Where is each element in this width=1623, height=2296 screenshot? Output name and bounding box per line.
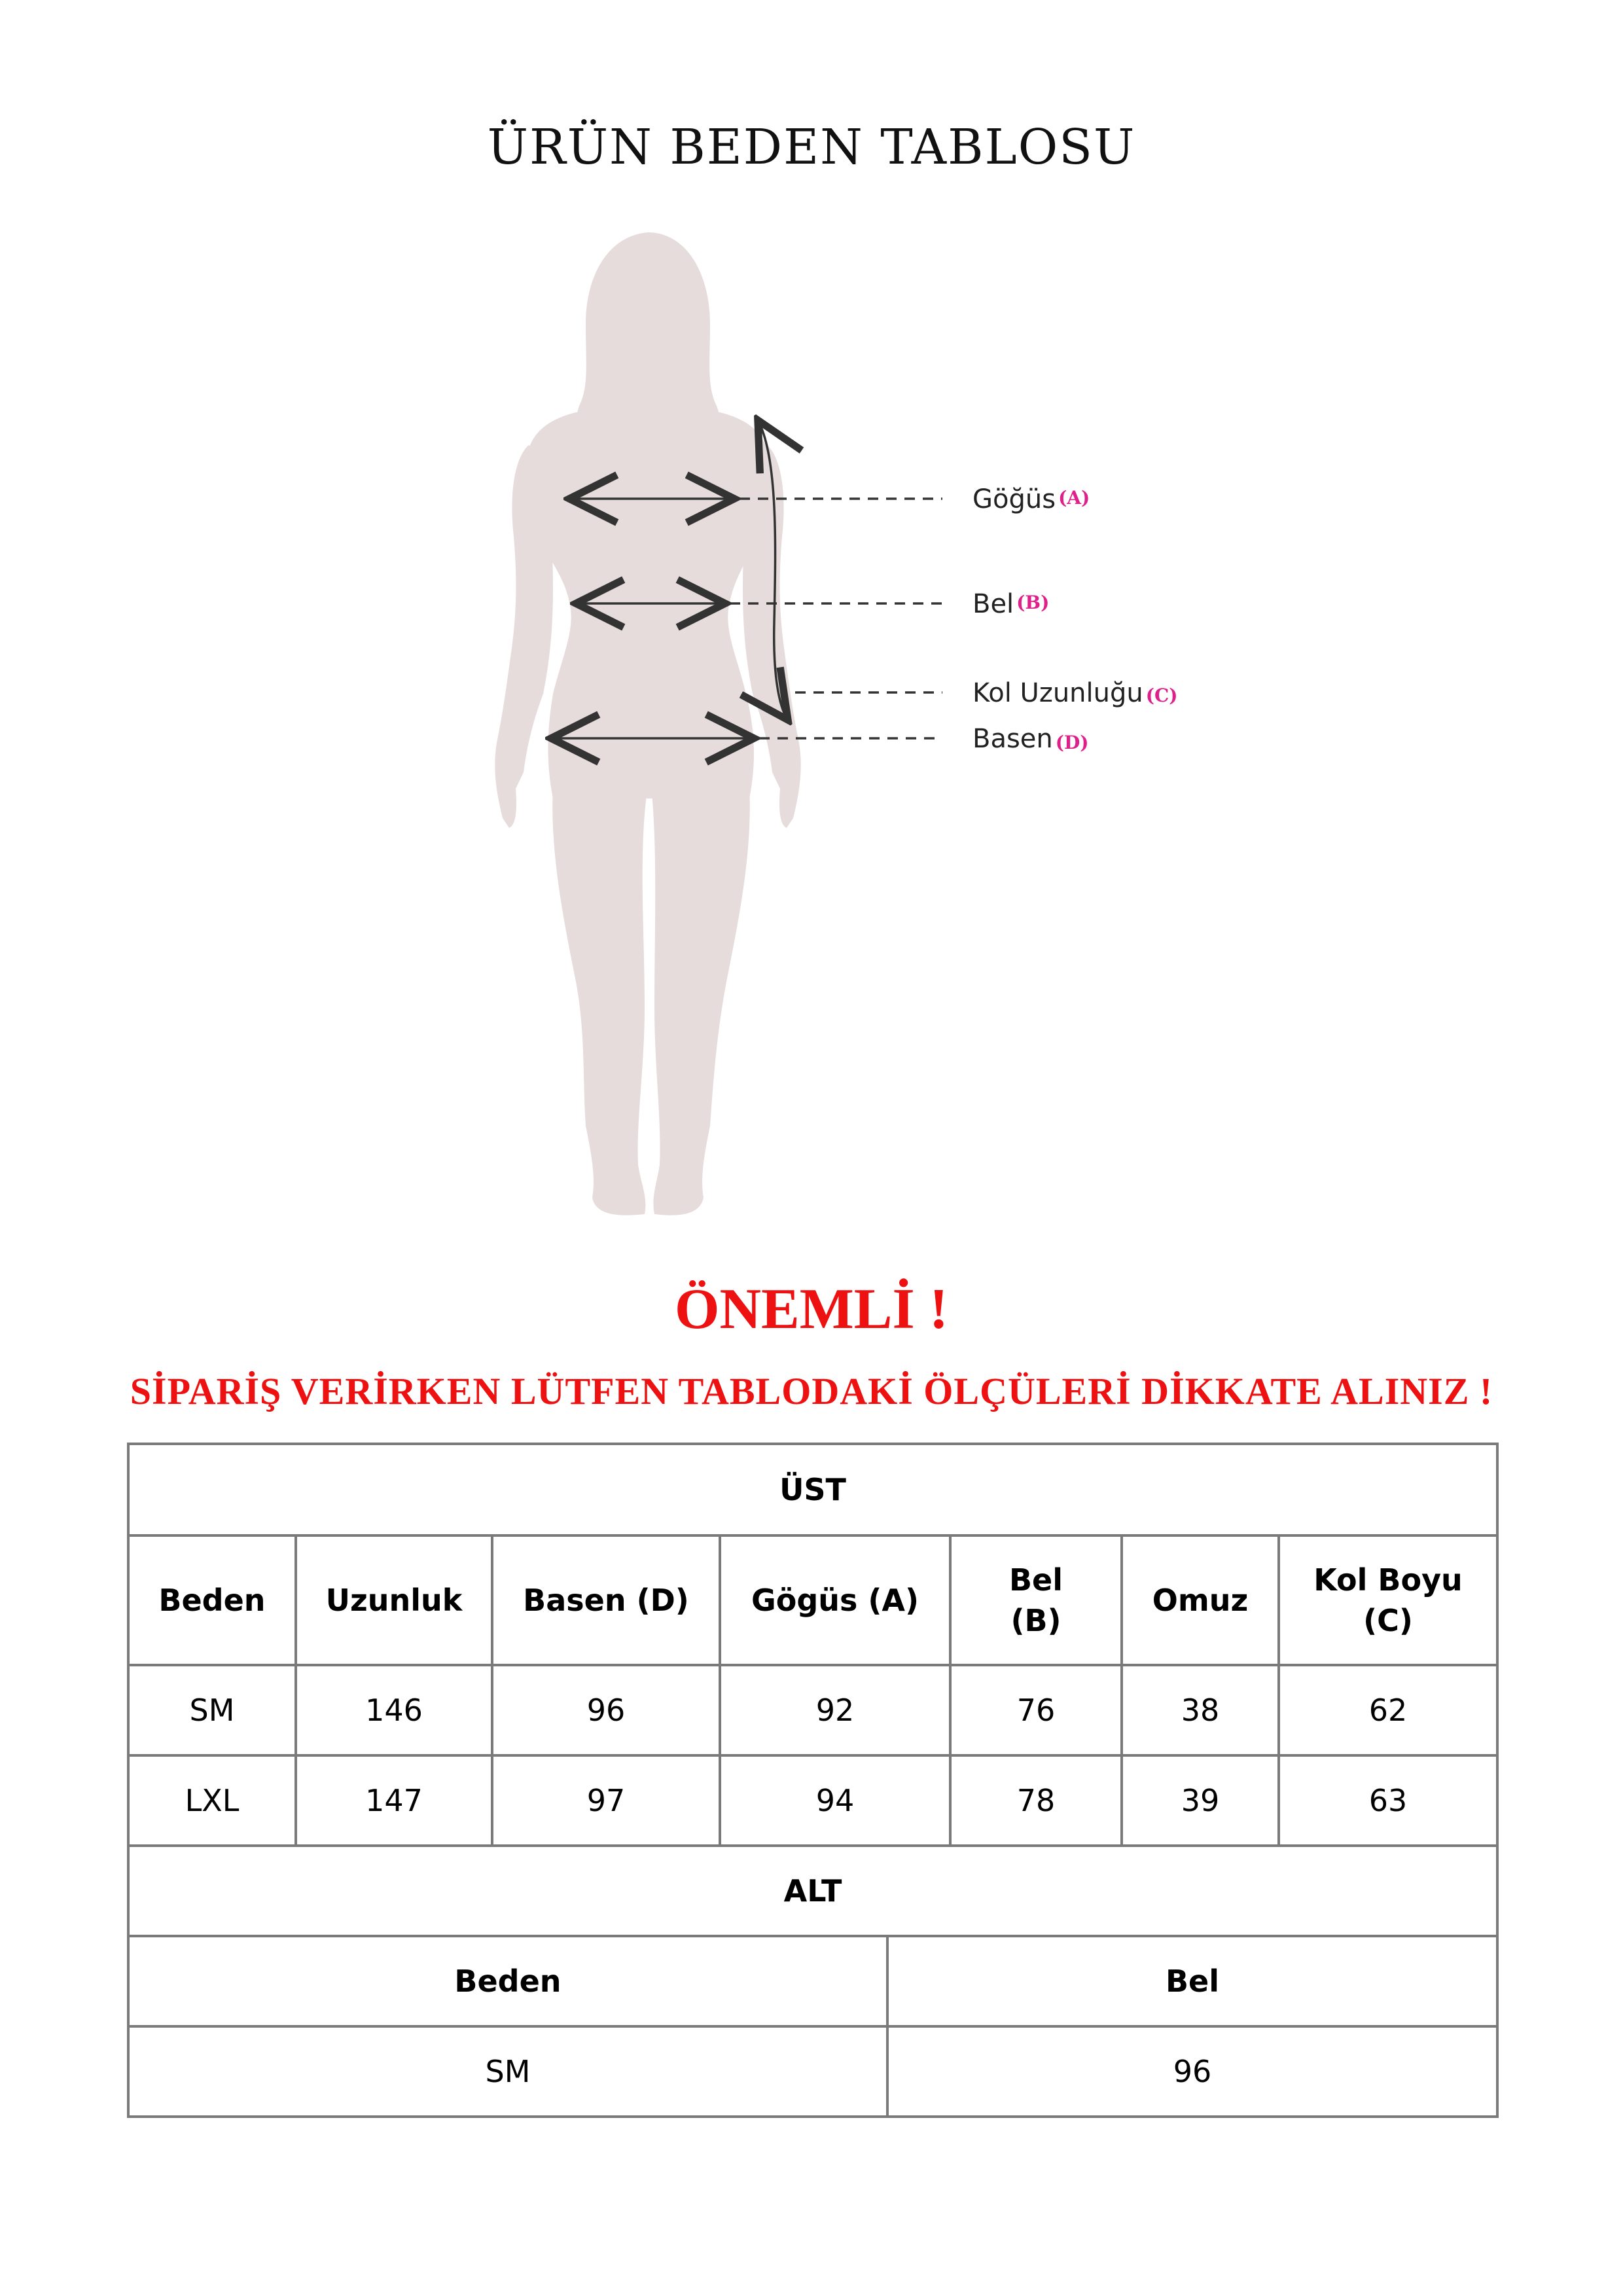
table-cell: 92 xyxy=(720,1665,950,1755)
alt-header-bel: Bel xyxy=(887,1936,1497,2026)
alt-size-table xyxy=(127,1844,1499,2118)
page-title: ÜRÜN BEDEN TABLOSU xyxy=(487,119,1136,175)
table-cell: 147 xyxy=(296,1755,492,1846)
table-cell: 38 xyxy=(1122,1665,1279,1755)
table-cell: 78 xyxy=(950,1755,1122,1846)
chest-label: Göğüs xyxy=(972,484,1056,514)
alt-header-beden: Beden xyxy=(128,1936,887,2026)
sleeve-label: Kol Uzunluğu xyxy=(972,678,1143,708)
body-measurement-figure xyxy=(0,223,1623,1244)
header-uzunluk: Uzunluk xyxy=(296,1535,492,1665)
table-row xyxy=(128,2026,1497,2117)
svg-text:Bel(B) xyxy=(972,589,1049,619)
table-cell: 146 xyxy=(296,1665,492,1755)
header-bel: Bel (B) xyxy=(950,1535,1122,1665)
alt-section-title: ALT xyxy=(128,1846,1497,1936)
table-cell: 63 xyxy=(1279,1755,1497,1846)
table-cell: SM xyxy=(128,1665,296,1755)
table-cell: 76 xyxy=(950,1665,1122,1755)
hip-code: (D) xyxy=(1055,732,1089,753)
header-beden: Beden xyxy=(128,1535,296,1665)
table-row xyxy=(128,1665,1497,1755)
sleeve-code: (C) xyxy=(1145,685,1178,706)
table-cell: 39 xyxy=(1122,1755,1279,1846)
table-cell: 62 xyxy=(1279,1665,1497,1755)
waist-label: Bel xyxy=(972,589,1014,619)
ust-size-table xyxy=(127,1443,1499,1847)
header-kol-boyu: Kol Boyu (C) xyxy=(1279,1535,1497,1665)
header-omuz: Omuz xyxy=(1122,1535,1279,1665)
svg-text:Basen(D) xyxy=(972,724,1089,754)
table-cell: 96 xyxy=(492,1665,720,1755)
table-row xyxy=(128,1755,1497,1846)
table-cell: 96 xyxy=(887,2026,1497,2117)
svg-text:Göğüs(A) xyxy=(972,484,1090,514)
table-cell: LXL xyxy=(128,1755,296,1846)
female-silhouette xyxy=(495,232,800,1215)
ust-section-title: ÜST xyxy=(128,1444,1497,1535)
hip-label: Basen xyxy=(972,724,1053,754)
table-cell: 97 xyxy=(492,1755,720,1846)
header-basen: Basen (D) xyxy=(492,1535,720,1665)
table-cell: SM xyxy=(128,2026,887,2117)
svg-text:Kol Uzunluğu(C) xyxy=(972,678,1178,708)
header-gogus: Gögüs (A) xyxy=(720,1535,950,1665)
chest-code: (A) xyxy=(1058,487,1090,509)
waist-code: (B) xyxy=(1016,592,1050,613)
important-notice: SİPARİŞ VERİRKEN LÜTFEN TABLODAKİ ÖLÇÜLERİ DİKKATE ALINIZ ! xyxy=(130,1370,1493,1412)
table-cell: 94 xyxy=(720,1755,950,1846)
important-heading: ÖNEMLİ ! xyxy=(675,1278,948,1341)
